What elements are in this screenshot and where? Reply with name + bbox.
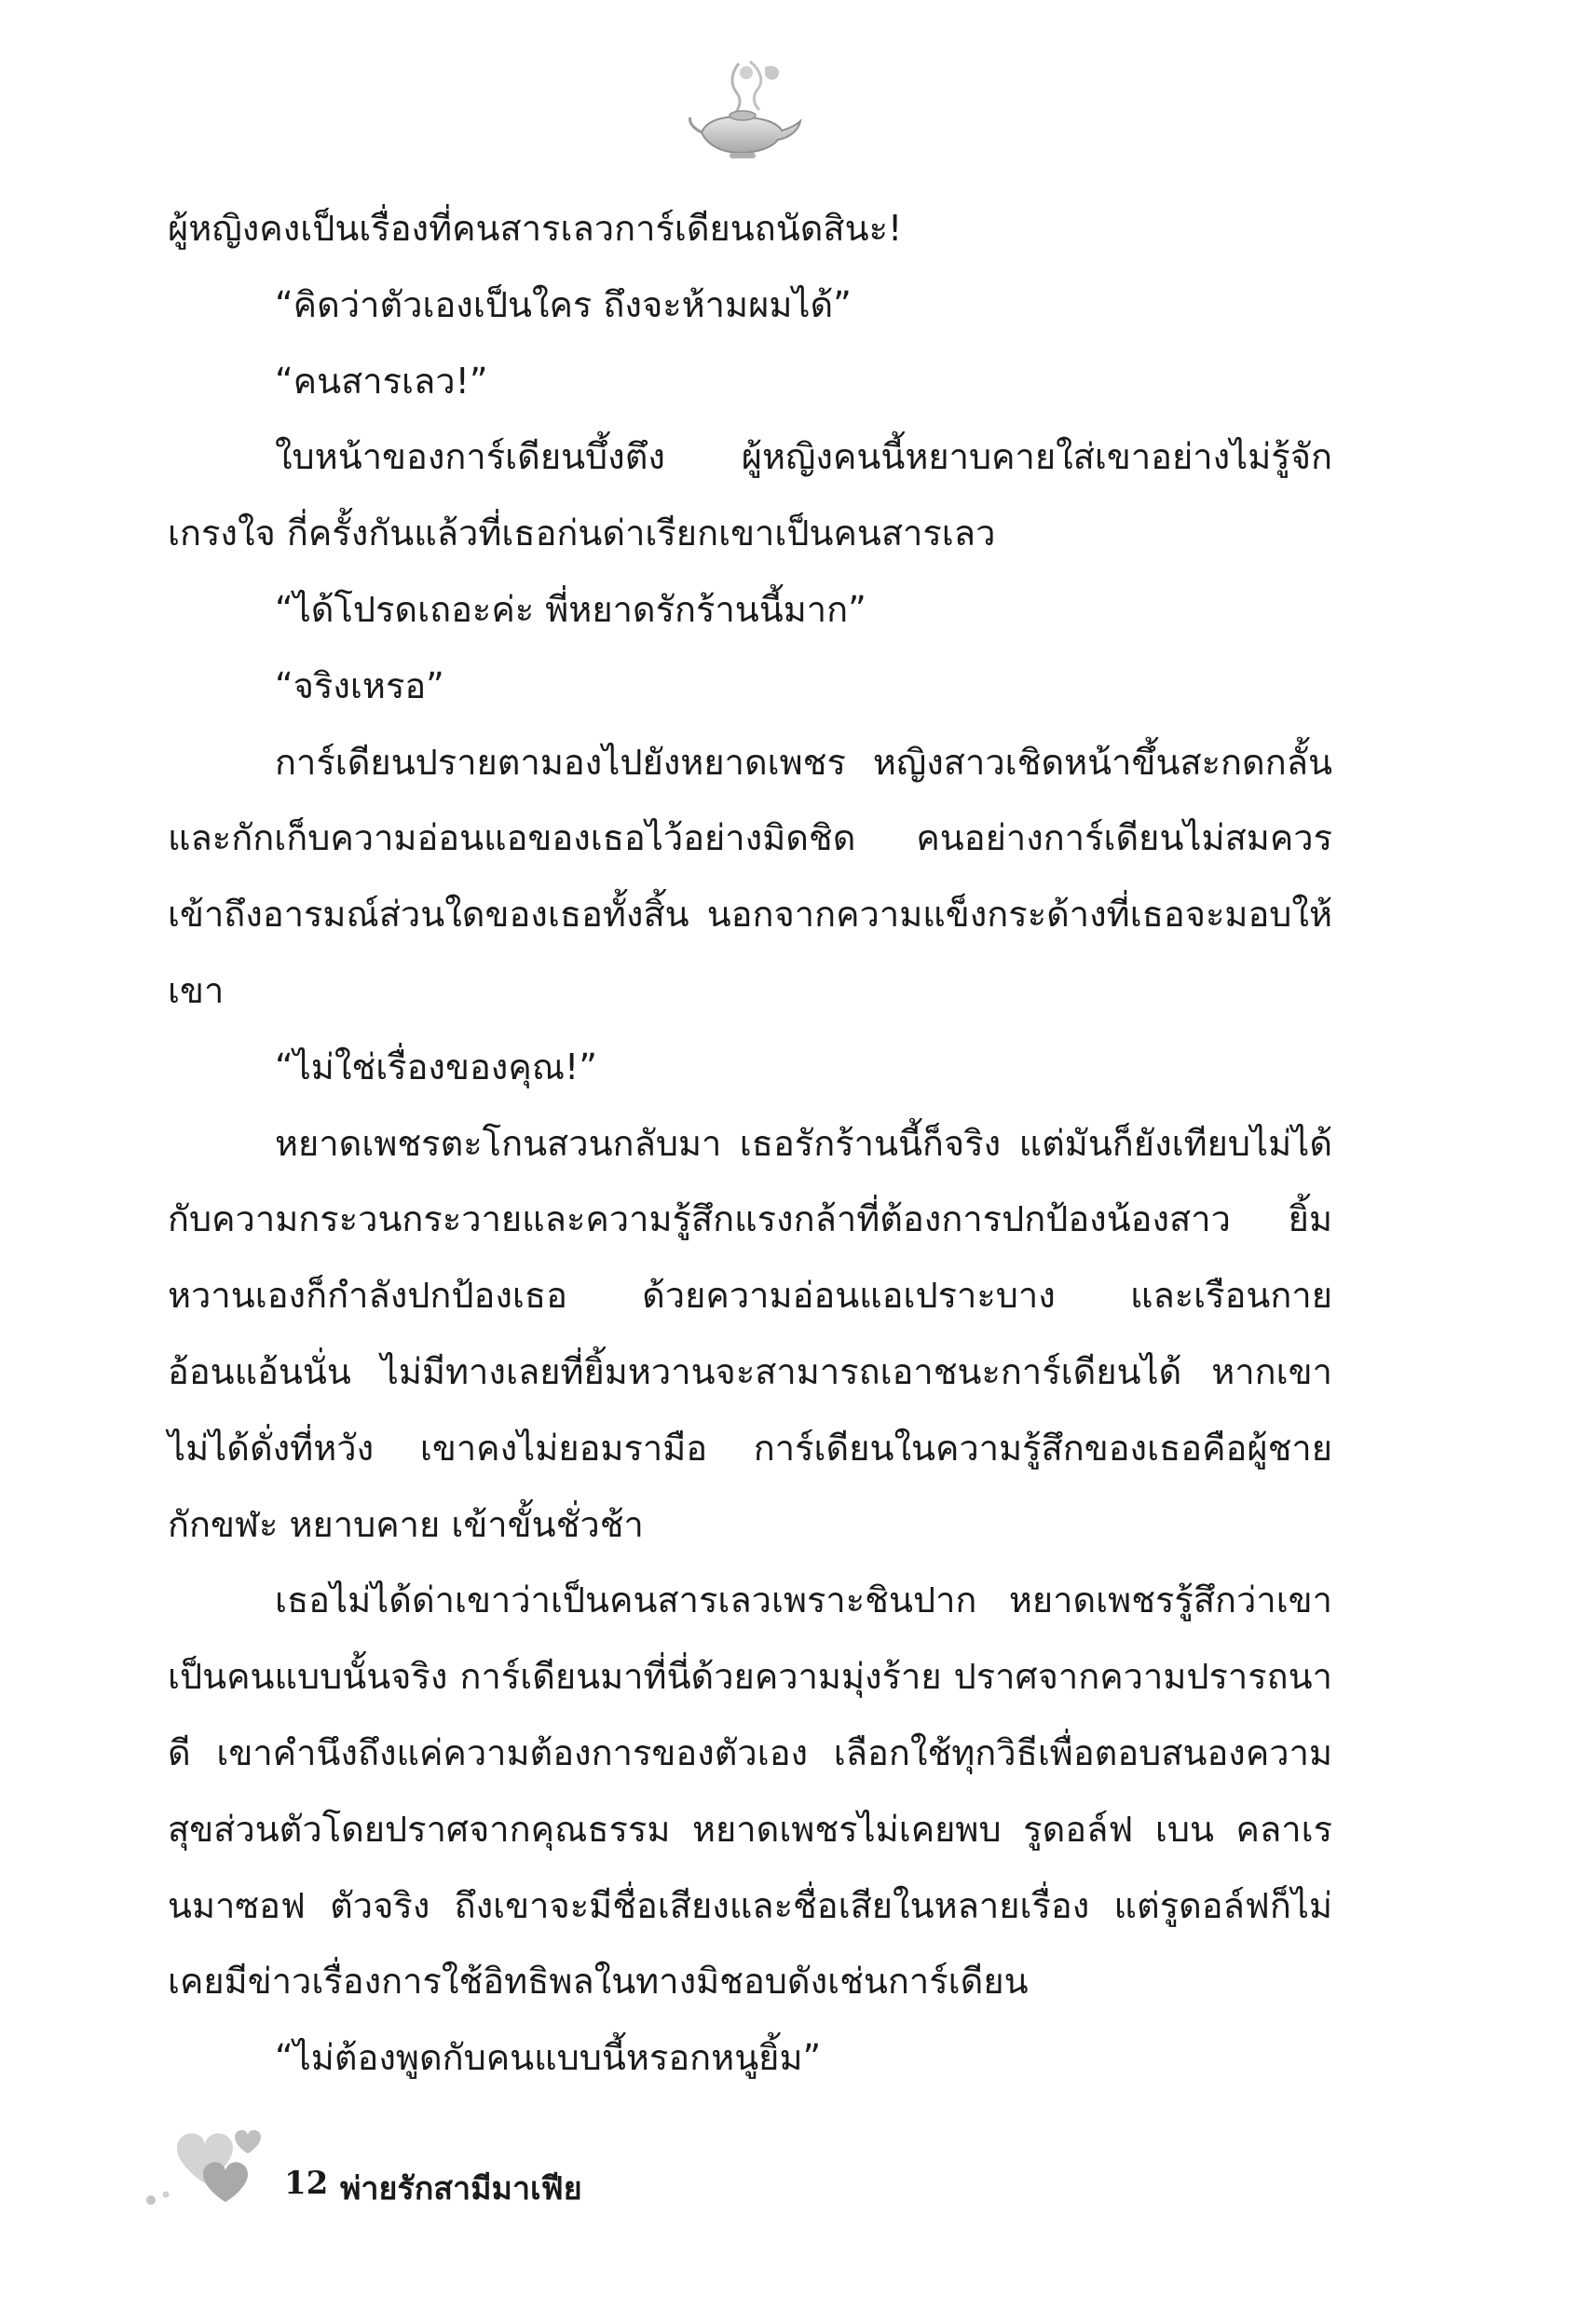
body-text [168, 191, 1332, 2097]
hearts-icon [130, 2111, 270, 2213]
page-number: 12 [284, 2165, 329, 2202]
paragraph: ใบหน้าของการ์เดียนบึ้งตึง ผู้หญิงคนนี้หยาบคายใส่เขาอย่างไม่รู้จักเกรงใจ กี่ครั้งกันแล้วที่เธอก่นด่าเรียกเขาเป็นคนสารเลว [168, 436, 1332, 554]
paragraph: “ไม่ใช่เรื่องของคุณ!” [275, 1046, 597, 1087]
paragraph: เธอไม่ได้ด่าเขาว่าเป็นคนสารเลวเพราะชินปาก หยาดเพชรรู้สึกว่าเขาเป็นคนแบบนั้นจริง การ์เดียนมาที่นี่ด้วยความมุ่งร้าย ปราศจากความปรารถนาดี เขาคำนึงถึงแค่ความต้องการของตัวเอง เลือกใช้ทุกวิธีเพื่อตอบสนองความสุขส่วนตัวโดยปราศจากคุณธรรม หยาดเพชรไม่เคยพบ รูดอล์ฟ เบน คลาเรนมาซอฟ ตัวจริง ถึงเขาจะมีชื่อเสียงและชื่อเสียในหลายเรื่อง แต่รูดอล์ฟก็ไม่เคยมีข่าวเรื่องการใช้อิทธิพลในทางมิชอบดังเช่นการ์เดียน [168, 1579, 1332, 2003]
paragraph: “ได้โปรดเถอะค่ะ พี่หยาดรักร้านนี้มาก” [275, 588, 866, 630]
page-footer [130, 2111, 783, 2222]
paragraph: หยาดเพชรตะโกนสวนกลับมา เธอรักร้านนี้ก็จริง แต่มันก็ยังเทียบไม่ได้กับความกระวนกระวายและความรู้สึกแรงกล้าที่ต้องการปกป้องน้องสาว ยิ้มหวานเองก็กำลังปกป้องเธอ ด้วยความอ่อนแอเปราะบาง และเรือนกายอ้อนแอ้นนั่น ไม่มีทางเลยที่ยิ้มหวานจะสามารถเอาชนะการ์เดียนได้ หากเขาไม่ได้ดั่งที่หวัง เขาคงไม่ยอมรามือ การ์เดียนในความรู้สึกของเธอคือผู้ชายกักขฬะ หยาบคาย เข้าขั้นชั่วช้า [168, 1122, 1332, 1545]
paragraph: การ์เดียนปรายตามองไปยังหยาดเพชร หญิงสาวเชิดหน้าขึ้นสะกดกลั้นและกักเก็บความอ่อนแอของเธอไว้อย่างมิดชิด คนอย่างการ์เดียนไม่สมควรเข้าถึงอารมณ์ส่วนใดของเธอทั้งสิ้น นอกจากความแข็งกระด้างที่เธอจะมอบให้เขา [168, 741, 1332, 1011]
paragraph: “ไม่ต้องพูดกับคนแบบนี้หรอกหนูยิ้ม” [275, 2037, 822, 2079]
paragraph: “คนสารเลว!” [275, 360, 488, 402]
paragraph: “คิดว่าตัวเองเป็นใคร ถึงจะห้ามผมได้” [275, 283, 852, 325]
paragraph: ผู้หญิงคงเป็นเรื่องที่คนสารเลวการ์เดียนถนัดสินะ! [168, 208, 903, 249]
book-title: พ่ายรักสามีมาเฟีย [340, 2170, 582, 2208]
lamp-with-genie-icon [685, 56, 806, 168]
paragraph: “จริงเหรอ” [275, 664, 444, 706]
